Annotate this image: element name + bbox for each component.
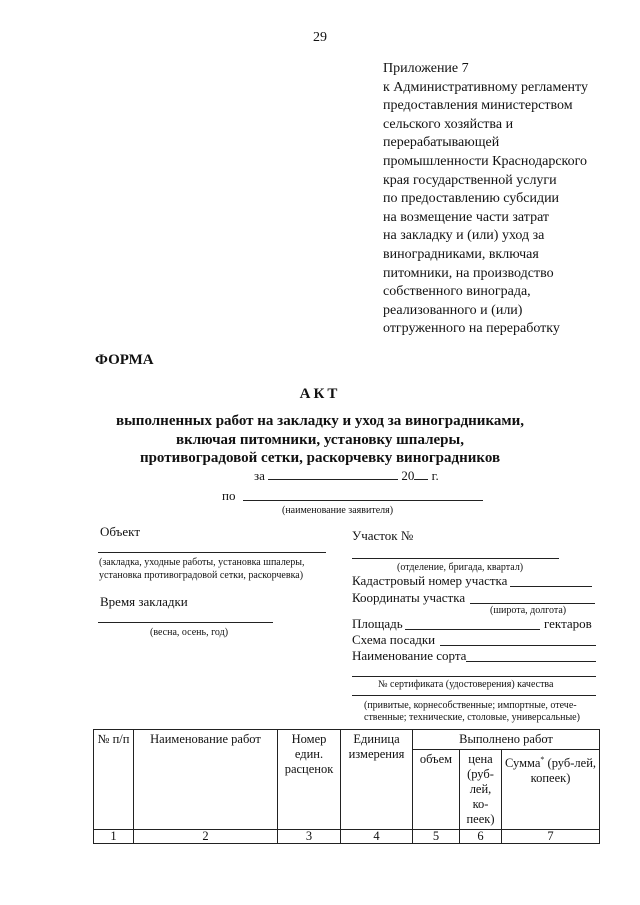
appendix-line: по предоставлению субсидии [383,191,560,207]
planting-time-caption: (весна, осень, год) [150,627,229,638]
appendix-line: питомники, на производство [383,265,554,281]
appendix-line: на закладку и (или) уход за [383,228,545,244]
object-field[interactable] [98,552,326,553]
appendix-line: промышленности Краснодарского [383,153,588,169]
date-year: 20 [401,468,415,483]
appendix-line: сельского хозяйства и [383,116,514,132]
date-prefix: за [254,468,265,483]
variety-label: Наименование сорта [352,648,467,663]
plot-field[interactable] [352,558,559,559]
appendix-line: собственного винограда, [383,284,531,300]
col-number: 5 [413,830,460,844]
act-subtitle-line: противоградовой сетки, раскорчевку виноградников [139,450,501,466]
cadastral-field[interactable] [510,586,592,587]
appendix-block [383,60,588,339]
header-work-name: Наименование работ [134,730,278,830]
appendix-line: реализованного и (или) [383,302,523,318]
planting-time-field[interactable] [98,622,273,623]
plot-label: Участок № [352,528,414,543]
act-subtitle-line: включая питомники, установку шпалеры, [176,432,464,448]
scheme-field[interactable] [440,645,596,646]
plot-caption: (отделение, бригада, квартал) [397,562,524,573]
header-sum [502,750,600,830]
act-title: АКТ [299,386,341,402]
object-label: Объект [100,524,140,539]
act-subtitle-line: выполненных работ на закладку и уход за виноградниками, [116,413,524,429]
variety-field[interactable] [466,661,596,662]
col-number: 6 [460,830,502,844]
scheme-label: Схема посадки [352,632,436,647]
col-number: 2 [134,830,278,844]
coords-caption: (широта, долгота) [490,605,567,616]
date-line [254,467,439,484]
forma-label: ФОРМА [95,352,154,368]
category-field[interactable] [352,695,596,696]
page-number: 29 [313,30,327,45]
certificate-caption: № сертификата (удостоверения) качества [378,679,554,690]
header-sum-mark: * [540,755,545,764]
coords-field[interactable] [470,603,595,604]
appendix-line: к Административному регламенту [383,79,588,95]
coords-label: Координаты участка [352,590,466,605]
appendix-line: края государственной услуги [383,172,557,188]
date-suffix: г. [431,468,439,483]
area-field[interactable] [405,629,540,630]
appendix-line: виноградниками, включая [383,246,539,262]
header-num: № п/п [94,730,134,830]
category-caption: (привитые, корнесобственные; импортные, отече- [364,700,577,711]
object-caption: (закладка, уходные работы, установка шпалеры, [99,557,305,568]
appendix-line: перерабатывающей [383,135,500,151]
object-caption: установка противоградовой сетки, раскорчевка) [99,570,304,581]
cadastral-label: Кадастровый номер участка [352,573,508,588]
certificate-field[interactable] [352,676,596,677]
col-number: 1 [94,830,134,844]
appendix-line: предоставления министерством [383,98,573,114]
applicant-caption: (наименование заявителя) [282,505,394,516]
appendix-line: отгруженного на переработку [383,321,560,337]
header-volume: объем [413,750,460,830]
planting-time-label: Время закладки [100,594,188,609]
header-price: цена (руб-лей, ко-пеек) [460,750,502,830]
header-sum-tail: (руб-лей, копеек) [530,756,597,786]
col-number: 3 [278,830,341,844]
header-rate-num: Номер един. расценок [278,730,341,830]
table-row [94,830,600,844]
area-unit: гектаров [544,616,592,631]
date-field[interactable] [268,467,398,480]
applicant-field[interactable] [243,500,483,501]
col-number: 7 [502,830,600,844]
category-caption: ственные; технические, столовые, универсальные) [364,712,580,723]
header-unit: Единица измерения [341,730,413,830]
header-sum-label: Сумма [505,756,541,771]
po-label: по [222,488,236,503]
works-table [93,729,600,844]
area-label: Площадь [352,616,403,631]
year-field[interactable] [414,467,428,480]
col-number: 4 [341,830,413,844]
header-done: Выполнено работ [413,730,600,750]
appendix-line: Приложение 7 [383,61,469,76]
appendix-line: на возмещение части затрат [383,209,550,225]
